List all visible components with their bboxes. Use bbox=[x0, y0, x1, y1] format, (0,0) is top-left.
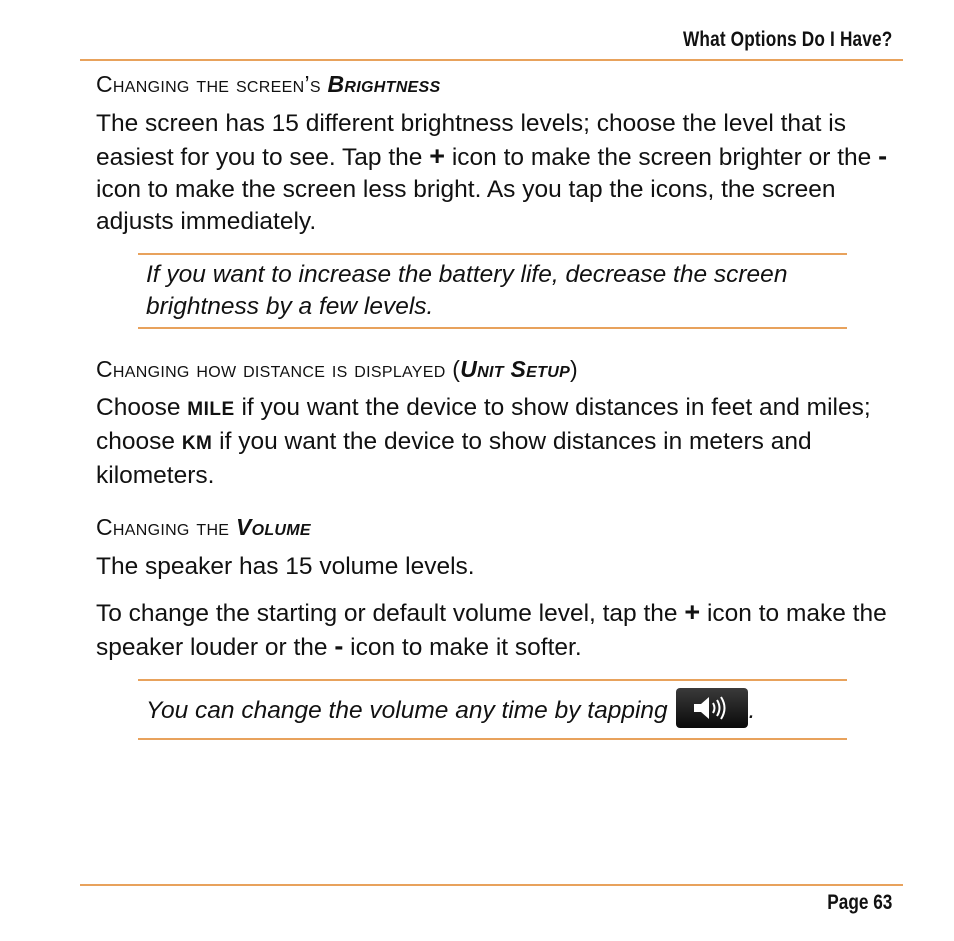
battery-tip-note: If you want to increase the battery life, decrease the screen brightness by a few levels. bbox=[146, 261, 788, 320]
note-rule-top bbox=[138, 253, 847, 255]
note-rule-bottom bbox=[138, 327, 847, 329]
section-heading-volume bbox=[96, 514, 311, 541]
footer-rule bbox=[80, 884, 903, 886]
text-run: To change the starting or default volume level, tap the bbox=[96, 600, 685, 627]
minus-icon: - bbox=[334, 631, 344, 661]
text-run: if you want the device to show distances in feet and miles; choose bbox=[96, 394, 871, 455]
km-label: KM bbox=[181, 433, 213, 454]
running-header: What Options Do I Have? bbox=[682, 28, 892, 51]
section-heading-units bbox=[96, 356, 578, 383]
heading-prefix: Changing the bbox=[96, 514, 236, 540]
text-run: Choose bbox=[96, 394, 188, 421]
speaker-volume-button[interactable] bbox=[676, 688, 748, 728]
text-run: if you want the device to show distances in meters and kilometers. bbox=[96, 428, 812, 489]
plus-icon: + bbox=[429, 141, 446, 171]
heading-emphasis: Volume bbox=[235, 514, 311, 540]
mile-label: MILE bbox=[187, 399, 235, 420]
volume-tip-note bbox=[146, 695, 846, 728]
note-period: . bbox=[748, 697, 756, 724]
speaker-icon bbox=[692, 694, 732, 722]
heading-emphasis: Brightness bbox=[327, 71, 441, 97]
plus-icon: + bbox=[684, 597, 701, 627]
heading-emphasis: Unit Setup bbox=[460, 356, 571, 382]
brightness-paragraph bbox=[96, 108, 896, 238]
text-run: The screen has 15 different brightness levels; choose the level that is easiest for you to see. Tap the bbox=[96, 110, 846, 171]
volume-paragraph-2 bbox=[96, 596, 896, 664]
heading-prefix: Changing how distance is displayed ( bbox=[96, 356, 461, 382]
note-rule-bottom bbox=[138, 738, 847, 740]
text-run: icon to make the screen less bright. As you tap the icons, the screen adjusts immediately. bbox=[96, 176, 836, 235]
volume-paragraph-1: The speaker has 15 volume levels. bbox=[96, 553, 475, 580]
heading-prefix: Changing the screen’s bbox=[96, 71, 328, 97]
note-rule-top bbox=[138, 679, 847, 681]
header-rule bbox=[80, 59, 903, 61]
page-number: Page 63 bbox=[826, 891, 892, 914]
text-run: icon to make it softer. bbox=[343, 634, 582, 661]
text-run: icon to make the speaker louder or the bbox=[96, 600, 887, 661]
section-heading-brightness bbox=[96, 71, 440, 98]
units-paragraph bbox=[96, 392, 896, 492]
text-run: icon to make the screen brighter or the bbox=[445, 144, 879, 171]
minus-icon: - bbox=[878, 141, 888, 171]
heading-suffix: ) bbox=[570, 356, 579, 382]
note-text: You can change the volume any time by tapping bbox=[146, 697, 675, 724]
